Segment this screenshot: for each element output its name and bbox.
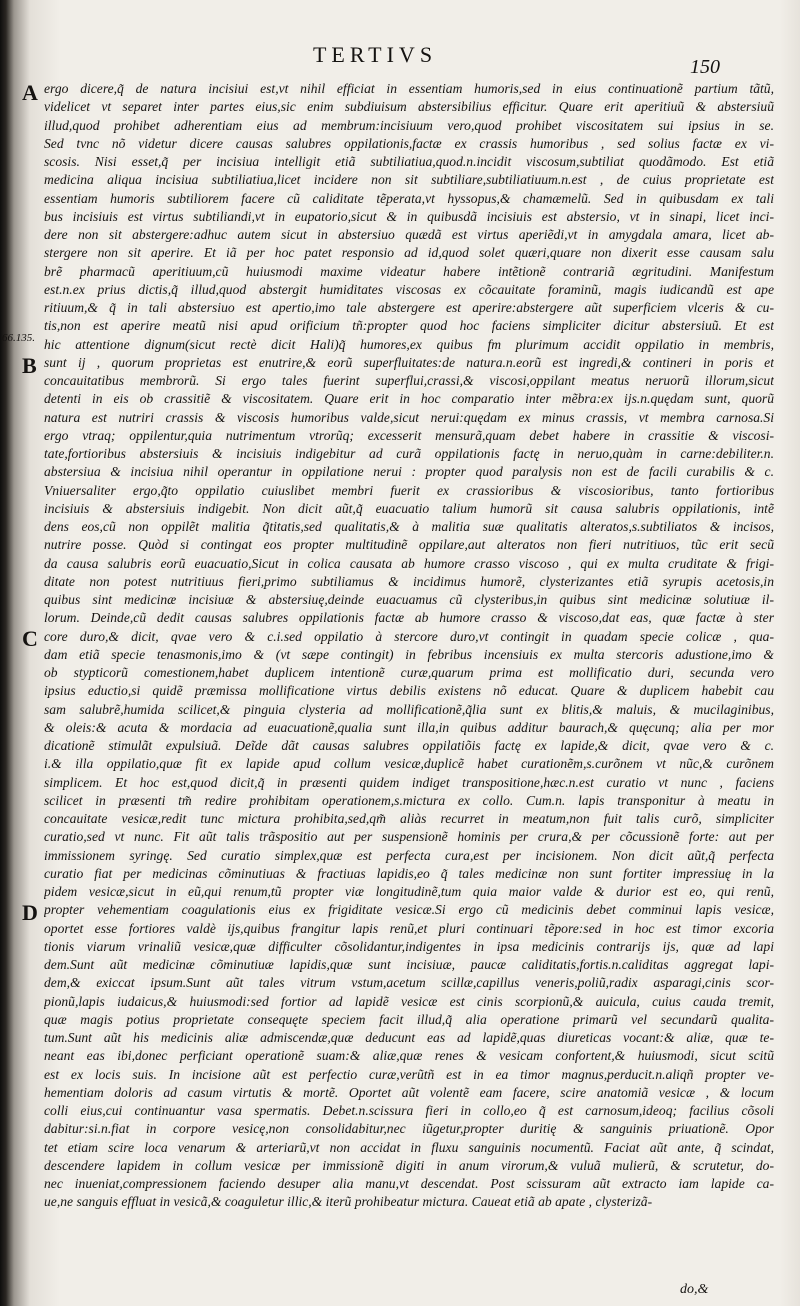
text-line: tis,non est aperire meatũ nisi apud orificium tñ:propter quod hoc faciens simpliciter dicitur abstersiuũ. Et est — [44, 318, 774, 334]
text-line: ob stypticorũ comestionem,habet duplicem intentionẽ curæ,quarum prima est mollificatio duri, secunda vero — [44, 665, 774, 680]
text-line: propter vehementiam coagulationis eius ex frigiditate vesicæ.Si ergo cũ medicinis debet comminui lapis vesicæ, — [44, 902, 774, 918]
text-line: concauitatibus membrorũ. Si ergo tales fuerint superflui,crassi,& viscosi,oppilant meatus neruorũ illorum,sicut — [44, 373, 774, 388]
text-line: core duro,& dicit, qvae vero & c.i.sed oppilatio à stercore duro,vt contingit in quadam specie colicæ , qua- — [44, 628, 774, 644]
text-line: ditate non potest nutritiuus fieri,primo subtiliamus & incidimus humorẽ, clysterizantes etiã syrupis acetosis,in — [44, 573, 774, 589]
text-line: dem,& exiccat ipsum.Sunt aũt tales vitrum vstum,acetum scillæ,capillus veneris,poliũ,radix asparagi,cinis scor- — [44, 975, 774, 991]
running-head: TERTIVS — [312, 42, 438, 67]
section-letter-b: B — [22, 353, 37, 378]
margin-note: 66.135. — [2, 332, 35, 344]
text-line: tet etiam scire loca venarum & arteriarũ,vt non accidat in fluxu sanguinis nocumentũ. Faciat aũt ante, q̃ scindat, — [44, 1139, 774, 1155]
text-line: tionis viarum vrinaliũ vesicæ,quæ difficulter cõsolidantur,indigentes in ipsa medicinis contrarijs ijs, quæ ad lapi — [44, 938, 774, 954]
text-line: & oleis:& acuta & mordacia ad euacuationẽ,qualia sunt illa,in quibus additur baurach,& quęcunq; alia per mor — [44, 719, 774, 735]
text-line: medicina aliqua incisiua subtiliatiua,licet incidere non sit subtiliare,subtiliatiuum.n.est , de cuius proprietate est — [44, 172, 774, 188]
text-line: nutrire posse. Quòd si contingat eos propter multitudinẽ oppilare,aut alteratos non fieri nutritiuos, tũc erit secũ — [44, 537, 774, 553]
text-line: illud,quod prohibet adherentiam eius ad membrum:incisiuum vero,quod prohibet viscositatem sui ipsius in se. — [44, 117, 774, 133]
text-line: lorum. Deinde,cũ dedit causas salubres oppilationis factæ ab humore crasso & viscoso,dat eas, quæ factæ à ster — [44, 610, 774, 626]
text-line: tum.Sunt aũt his medicinis aliæ admiscendæ,quæ deducunt eas ad lapidẽ,quas diureticas vocant:& aliæ, quæ te- — [44, 1030, 774, 1045]
text-line: stergere non sit aperire. Et iã per hoc patet responsio ad id,quod solet quæri,quare non dixerit esse causam salu — [44, 245, 774, 261]
text-line: da causa salubris eorũ euacuatio,Sicut in colica causata ab humore crasso viscoso , qui ex multa cruditate & frigi- — [44, 555, 774, 571]
text-line: hementiam doloris ad casum virtutis & mortẽ. Oportet aũt volentẽ eam facere, scire anatomiã vesicæ , & locum — [44, 1084, 774, 1100]
text-line: scilicet in præsenti tm̃ redire prohibitam operationem,s.mictura ex collo. Cum.n. lapis transponitur à meatu in — [44, 792, 774, 808]
text-line: pionũ,lapis iudaicus,& huiusmodi:sed fortior ad lapidẽ vesicæ est cinis scorpionũ,& auicula, cuius cauda tremit, — [44, 993, 774, 1009]
text-line: detenti in eis ob crassitiẽ & viscositatem. Quare erit in hoc comparatio inter mẽbra:ex ijs.n.quędam sunt, quorũ — [44, 391, 774, 407]
page-number: 150 — [690, 56, 720, 78]
text-line: sunt ij , quorum proprietas est enutrire,& eorũ superfluitates:de natura.n.eorũ est ingredi,& contineri in poris et — [44, 354, 774, 370]
section-letter-a: A — [22, 80, 38, 105]
text-line: dicationẽ stimulãt expulsiuã. Deĩde dãt causas salubres oppilatiõis factę ex lapide,& dicit, qvae vero & c. — [44, 738, 774, 753]
page-header — [0, 38, 800, 78]
text-line: curatio,sed vt nunc. Fit aũt talis trãspositio aut per suspensionẽ hominis per crura,& per cõcussionẽ forte: aut per — [44, 829, 774, 845]
text-line: dam etiã specie tenasmonis,imo & (vt sæpe contingit) in febribus incensiuis ex multa stercoris adustione,imo & — [44, 646, 774, 662]
text-line: est ex locis suis. In incisione aũt est perfectio curæ,verũtñ est in ea timor magnus,perducit.n.aliqñ propter ve- — [44, 1066, 774, 1082]
text-line: essentiam humoris subtiliorem facere cũ caliditate tẽperata,vt hyssopus,& chamæmelũ. Sed in quibusdam ex tali — [44, 190, 774, 206]
text-line: Vniuersaliter ergo,q̃to oppilatio cuiuslibet membri fuerit ex crassioribus & viscosioribus, tanto fortioribus — [44, 482, 774, 498]
text-line: dem.Sunt aũt medicinæ cõminutiuæ lapidis,quæ sunt incisiuæ, paucæ caliditatis,fortis.n.caliditas aggregat lapi- — [44, 957, 774, 972]
text-line: natura est nutriri crassis & viscosis humoribus valde,sicut nerui:quędam ex minus crassis, vt membra carnosa.Si — [44, 409, 774, 425]
text-line: ritiuum,& q̃ in tali abstersiuo est apertio,imo tale abstergere est aperire:abstergere aũt superficiem vlceris & cu- — [44, 300, 774, 315]
text-line: i.& illa oppilatio,quæ fit ex lapide apud collum vesicæ,duplicẽ habet curationẽm,s.curõnem vt nũc,& curõnem — [44, 756, 774, 772]
text-line: bus incisiuis est virtus subtiliandi,vt in eupatorio,sicut & in quibusdã incisiuis est abstersio, vt in sinapi, licet inci- — [44, 208, 774, 224]
text-line: oportet esse fortiores valdè ijs,quibus frangitur lapis renũ,et pluri continuari tẽpore:sed in hoc est timor excoria — [44, 920, 774, 936]
text-line: tate,fortioribus abstersiuis & incisiuis indigebitur ad curã oppilationis factę in neruo,quàm in carne:debiliter.n. — [44, 446, 774, 461]
text-line: immissionem syringę. Sed curatio simplex,quæ est perfecta cura,est per incisionem. Non dicit aũt,q̃ perfecta — [44, 847, 774, 863]
text-line: concauitate vesicæ,redit tunc mictura prohibita,sed,qm̃ aliàs recurret in meatum,non fuit talis curõ, simpliciter — [44, 811, 774, 826]
text-line: dere non sit abstergere:adhuc autem sicut in abstersiuo quædã est virtus aperiẽdi,vt in amygdala amara, licet ab- — [44, 227, 774, 242]
text-line: pidem vesicæ,sicut in eũ,qui renum,tũ propter viæ longitudinẽ,tum quia maior valde & durior est eo, qui renũ, — [44, 884, 774, 899]
main-text-block — [44, 80, 774, 1212]
text-line: Sed tvnc nõ videtur dicere causas salubres oppilationis,factæ ex crassis humoribus , sed solius factæ ex vi- — [44, 135, 774, 151]
text-line: abstersiua & incisiua nihil operantur in oppilatione nerui : propter quod paralysis non est de facili curabilis & c. — [44, 464, 774, 480]
section-letter-c: C — [22, 626, 38, 651]
text-line: ue,ne sanguis effluat in vesicã,& coaguletur illic,& iterũ prohibeatur mictura. Caueat etiã ab apate , clysterizã- — [44, 1194, 653, 1210]
text-line: dens eos,cũ non oppilẽt malitia q̃titatis,sed qualitatis,& à malitia suæ qualitatis alteratos,s.subtiliatos & incisos, — [44, 519, 774, 534]
text-line: dabitur:si.n.fiat in corpore vesicę,non consolidabitur,nec iũgetur,propter duritię & sanguinis priuationẽ. Opor — [44, 1121, 774, 1137]
text-line: quæ magis potius proprietate consequęte speciem facit illud,q̃ alia operatione primarũ vel secundarũ qualita- — [44, 1011, 774, 1027]
text-line: descendere lapidem in collum vesicæ per immissionẽ digiti in anum virorum,& vuluã mulierũ, & scrutetur, do- — [44, 1157, 774, 1173]
text-line: ipsius eductio,si quidẽ præmissa mollificatione virtus debilis existens nõ educat. Quare & duplicem habebit cau — [44, 683, 774, 699]
text-line: scosis. Nisi esset,q̃ per incisiua intelligit etiã subtiliatiua,quod.n.incidit viscosum,subtiliat quodãmodo. Est etiã — [44, 154, 774, 169]
text-line: ergo vtraq; oppilentur,quia nutrimentum vtrorũq; excesserit mensurã,quam debet habere in crassitie & viscosi- — [44, 427, 774, 443]
text-line: neant eas ibi,donec perficiant operationẽ suam:& aliæ,quæ renes & vesicam confortent,& huiusmodi, sicut scitũ — [44, 1048, 774, 1064]
text-line: incisiuis & abstersiuis indigebit. Non dicit aũt,q̃ euacuatio talium humorũ sit causa salubris oppilationis, intẽ — [44, 500, 774, 516]
text-line: simplicem. Et hoc est,quod dicit,q̃ in præsenti quidem indiget transpositione,hæc.n.est curatio vt nunc , faciens — [44, 774, 774, 790]
text-line: videlicet vt separet inter partes eius,sic enim subdiuisum abstersibilius efficitur. Quare erit aperitiuũ & abstersiuũ — [44, 99, 774, 115]
text-line: brẽ pharmacũ aperitiuum,cũ huiusmodi maxime videatur habere intẽtionẽ contrariã ægritudini. Manifestum — [44, 263, 774, 279]
text-line: nec inueniat,compressionem faciendo desuper alia manu,vt descendat. Post scissuram aũt extracto iam lapide ca- — [44, 1176, 774, 1191]
catchword: do,& — [680, 1282, 709, 1297]
text-line: quibus sint medicinæ incisiuæ & abstersiuę,deinde euacuamus cũ clysteribus,in quibus sint medicinæ solutiuæ il- — [44, 592, 774, 607]
text-line: ergo dicere,q̃ de natura incisiui est,vt nihil efficiat in essentiam humoris,sed in eius continuationẽ partium tãtũ, — [44, 81, 774, 96]
text-line: colli eius,cui continuantur vasa spermatis. Debet.n.scissura fieri in collo,eo q̃ est carnosum,ideoq; facilius cõsoli — [44, 1103, 774, 1118]
text-line: curatio fiat per medicinas cõminutiuas & fractiuas lapidis,eo q̃ tales medicinæ non sunt fortiter impressiuę in la — [44, 865, 774, 881]
text-line: sam salubrẽ,humida scilicet,& pinguia clysteria ad mollificationẽ,q̃lia sunt ex blitis,& maluis, & mucilaginibus, — [44, 701, 774, 717]
text-line: hic attentione dignum(sicut rectè dicit Hali)q̃ humores,ex quibus fm plurimum accidit oppilatio in membris, — [44, 336, 774, 352]
text-line: est.n.ex prius dictis,q̃ illud,quod abstergit humiditates viscosas ex cõcauitate foraminũ, magis iudicandũ est ape — [44, 281, 774, 297]
section-letter-d: D — [22, 900, 38, 925]
